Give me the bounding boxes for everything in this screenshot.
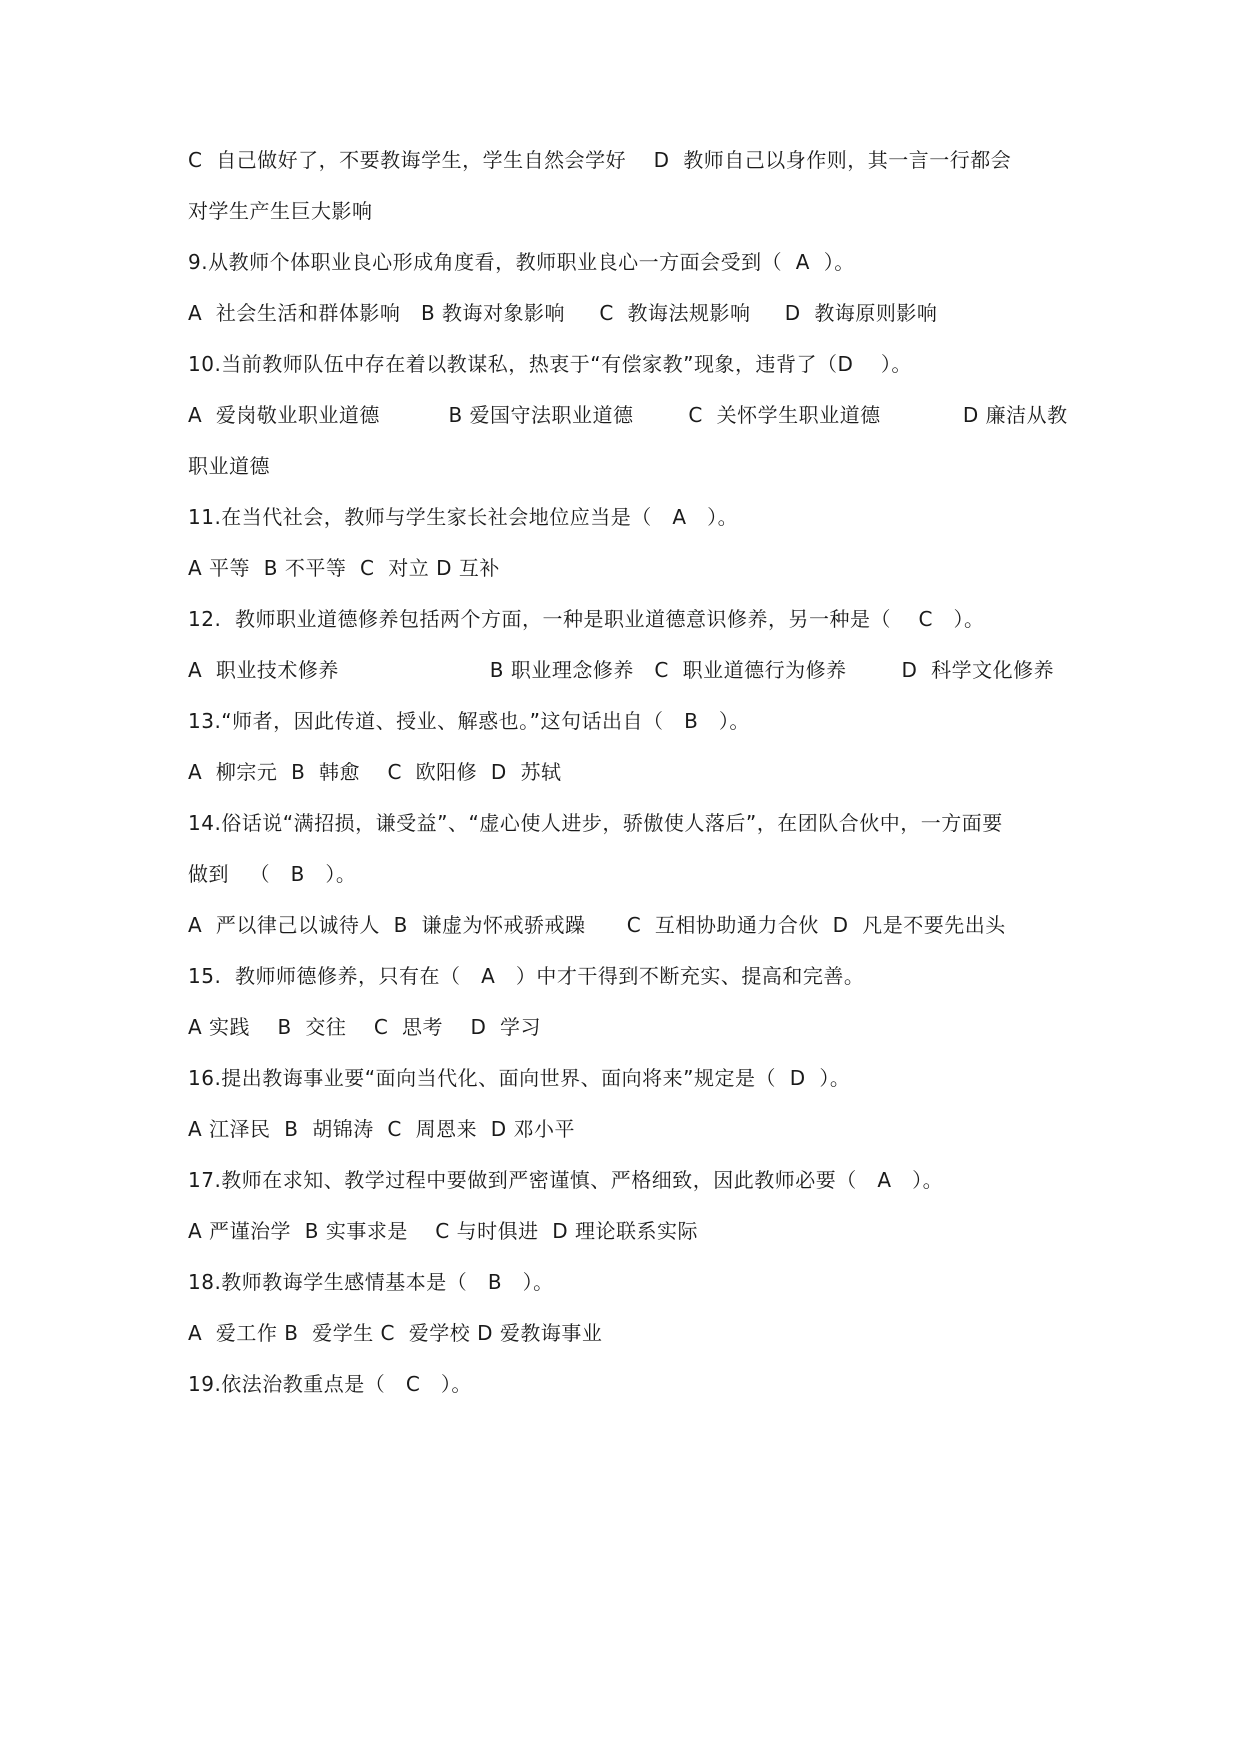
question-9: 9.从教师个体职业良心形成角度看，教师职业良心一方面会受到（ A ）。 xyxy=(188,250,855,274)
options-12: A 职业技术修养 B 职业理念修养 C 职业道德行为修养 D 科学文化修养 xyxy=(188,658,1055,682)
question-17: 17.教师在求知、教学过程中要做到严密谨慎、严格细致，因此教师必要（ A ）。 xyxy=(188,1168,944,1192)
question-15: 15. 教师师德修养，只有在（ A ）中才干得到不断充实、提高和完善。 xyxy=(188,964,865,988)
question-14: 14.俗话说“满招损，谦受益”、“虚心使人进步，骄傲使人落后”，在团队合伙中，一方面要 xyxy=(188,811,1003,835)
question-12: 12. 教师职业道德修养包括两个方面，一种是职业道德意识修养，另一种是（ C ）。 xyxy=(188,607,985,631)
options-13: A 柳宗元 B 韩愈 C 欧阳修 D 苏轼 xyxy=(188,760,562,784)
text-line: 做到 （ B ）。 xyxy=(188,862,357,886)
options-18: A 爱工作 B 爱学生 C 爱学校 D 爱教诲事业 xyxy=(188,1321,603,1345)
question-11: 11.在当代社会，教师与学生家长社会地位应当是（ A ）。 xyxy=(188,505,739,529)
text-line: C 自己做好了，不要教诲学生，学生自然会学好 D 教师自己以身作则，其一言一行都会 xyxy=(188,148,1012,172)
text-line: 职业道德 xyxy=(188,454,270,478)
text-line: 对学生产生巨大影响 xyxy=(188,199,373,223)
options-11: A 平等 B 不平等 C 对立 D 互补 xyxy=(188,556,500,580)
options-17: A 严谨治学 B 实事求是 C 与时俱进 D 理论联系实际 xyxy=(188,1219,699,1243)
options-15: A 实践 B 交往 C 思考 D 学习 xyxy=(188,1015,542,1039)
question-18: 18.教师教诲学生感情基本是（ B ）。 xyxy=(188,1270,554,1294)
question-16: 16.提出教诲事业要“面向当代化、面向世界、面向将来”规定是（ D ）。 xyxy=(188,1066,851,1090)
question-10: 10.当前教师队伍中存在着以教谋私，热衷于“有偿家教”现象，违背了（D ）。 xyxy=(188,352,912,376)
options-16: A 江泽民 B 胡锦涛 C 周恩来 D 邓小平 xyxy=(188,1117,576,1141)
question-13: 13.“师者，因此传道、授业、解惑也。”这句话出自（ B ）。 xyxy=(188,709,750,733)
options-9: A 社会生活和群体影响 B 教诲对象影响 C 教诲法规影响 D 教诲原则影响 xyxy=(188,301,938,325)
question-19: 19.依法治教重点是（ C ）。 xyxy=(188,1372,472,1396)
options-14: A 严以律己以诚待人 B 谦虚为怀戒骄戒躁 C 互相协助通力合伙 D 凡是不要先出头 xyxy=(188,913,1006,937)
options-10: A 爱岗敬业职业道德 B 爱国守法职业道德 C 关怀学生职业道德 D 廉洁从教 xyxy=(188,403,1068,427)
